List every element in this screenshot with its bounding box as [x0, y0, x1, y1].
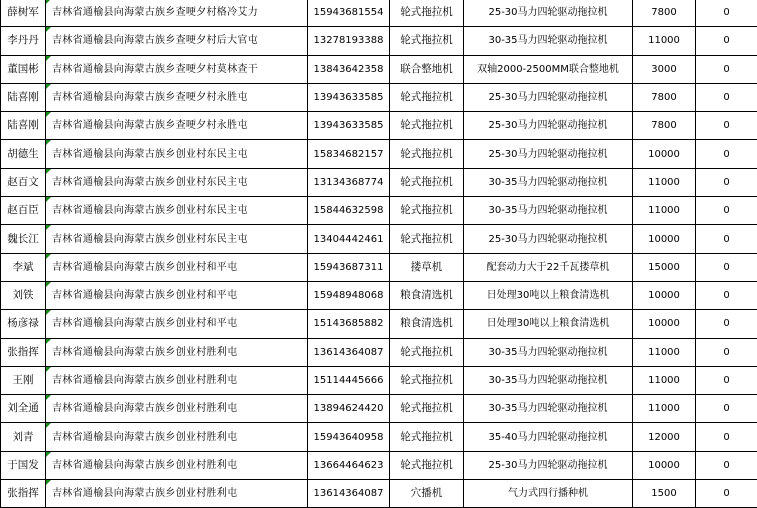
cell-amount: 7800: [633, 83, 696, 111]
cell-machine-type: 轮式拖拉机: [390, 27, 464, 55]
table-row: [1, 112, 757, 140]
cell-amount: 12000: [633, 423, 696, 451]
cell-machine-type: 轮式拖拉机: [390, 423, 464, 451]
cell-extra: 0: [696, 281, 757, 309]
cell-phone: 13614364087: [308, 338, 390, 366]
cell-phone: 15844632598: [308, 197, 390, 225]
table-row: [1, 366, 757, 394]
cell-address: 吉林省通榆县向海蒙古族乡创业村胜利屯: [46, 395, 308, 423]
cell-machine-model: 气力式四行播种机: [464, 480, 633, 508]
cell-name: 陆喜刚: [1, 112, 46, 140]
cell-phone: 13134368774: [308, 168, 390, 196]
cell-address: 吉林省通榆县向海蒙古族乡创业村和平屯: [46, 253, 308, 281]
cell-machine-model: 25-30马力四轮驱动拖拉机: [464, 112, 633, 140]
cell-amount: 11000: [633, 338, 696, 366]
cell-machine-type: 轮式拖拉机: [390, 140, 464, 168]
cell-address: 吉林省通榆县向海蒙古族乡创业村和平屯: [46, 310, 308, 338]
cell-address: 吉林省通榆县向海蒙古族乡查哽夕村永胜屯: [46, 112, 308, 140]
cell-phone: 13843642358: [308, 55, 390, 83]
cell-machine-type: 粮食清选机: [390, 310, 464, 338]
cell-phone: 15948948068: [308, 281, 390, 309]
table-row: [1, 253, 757, 281]
cell-phone: 13943633585: [308, 112, 390, 140]
cell-name: 刘青: [1, 423, 46, 451]
cell-machine-type: 联合整地机: [390, 55, 464, 83]
cell-amount: 10000: [633, 225, 696, 253]
cell-machine-type: 轮式拖拉机: [390, 366, 464, 394]
cell-extra: 0: [696, 253, 757, 281]
cell-extra: 0: [696, 168, 757, 196]
table-row: [1, 168, 757, 196]
cell-extra: 0: [696, 338, 757, 366]
cell-name: 张指挥: [1, 338, 46, 366]
table-body: [1, 0, 757, 508]
cell-phone: 15834682157: [308, 140, 390, 168]
cell-address: 吉林省通榆县向海蒙古族乡查哽夕村后大官屯: [46, 27, 308, 55]
cell-extra: 0: [696, 140, 757, 168]
cell-amount: 10000: [633, 310, 696, 338]
cell-machine-model: 25-30马力四轮驱动拖拉机: [464, 225, 633, 253]
table-row: [1, 281, 757, 309]
table-row: [1, 423, 757, 451]
table-row: [1, 27, 757, 55]
table-row: [1, 480, 757, 508]
cell-machine-model: 30-35马力四轮驱动拖拉机: [464, 27, 633, 55]
cell-extra: 0: [696, 310, 757, 338]
cell-extra: 0: [696, 395, 757, 423]
cell-name: 胡德生: [1, 140, 46, 168]
cell-extra: 0: [696, 197, 757, 225]
cell-machine-model: 30-35马力四轮驱动拖拉机: [464, 168, 633, 196]
cell-phone: 13894624420: [308, 395, 390, 423]
cell-address: 吉林省通榆县向海蒙古族乡创业村东民主屯: [46, 225, 308, 253]
cell-machine-model: 30-35马力四轮驱动拖拉机: [464, 366, 633, 394]
cell-name: 赵百文: [1, 168, 46, 196]
cell-phone: 15943681554: [308, 0, 390, 27]
cell-machine-model: 30-35马力四轮驱动拖拉机: [464, 197, 633, 225]
cell-address: 吉林省通榆县向海蒙古族乡创业村东民主屯: [46, 168, 308, 196]
cell-amount: 7800: [633, 0, 696, 27]
cell-machine-type: 轮式拖拉机: [390, 451, 464, 479]
table-row: [1, 225, 757, 253]
cell-extra: 0: [696, 27, 757, 55]
cell-phone: 15943687311: [308, 253, 390, 281]
cell-machine-model: 日处理30吨以上粮食清选机: [464, 310, 633, 338]
cell-amount: 11000: [633, 168, 696, 196]
cell-phone: 13278193388: [308, 27, 390, 55]
cell-amount: 3000: [633, 55, 696, 83]
cell-address: 吉林省通榆县向海蒙古族乡查哽夕村格冷艾力: [46, 0, 308, 27]
cell-machine-model: 双轴2000-2500MM联合整地机: [464, 55, 633, 83]
cell-address: 吉林省通榆县向海蒙古族乡创业村胜利屯: [46, 366, 308, 394]
cell-amount: 10000: [633, 451, 696, 479]
cell-extra: 0: [696, 112, 757, 140]
table-row: [1, 83, 757, 111]
cell-name: 李丹丹: [1, 27, 46, 55]
table-row: [1, 0, 757, 27]
cell-machine-type: 轮式拖拉机: [390, 338, 464, 366]
cell-amount: 11000: [633, 395, 696, 423]
cell-name: 陆喜刚: [1, 83, 46, 111]
table-row: [1, 310, 757, 338]
cell-amount: 1500: [633, 480, 696, 508]
cell-name: 薛树军: [1, 0, 46, 27]
cell-name: 张指挥: [1, 480, 46, 508]
cell-amount: 11000: [633, 27, 696, 55]
cell-address: 吉林省通榆县向海蒙古族乡创业村胜利屯: [46, 338, 308, 366]
cell-phone: 13664464623: [308, 451, 390, 479]
cell-machine-type: 轮式拖拉机: [390, 395, 464, 423]
cell-name: 王刚: [1, 366, 46, 394]
table-row: [1, 451, 757, 479]
cell-phone: 13614364087: [308, 480, 390, 508]
cell-amount: 10000: [633, 140, 696, 168]
cell-name: 董国彬: [1, 55, 46, 83]
cell-extra: 0: [696, 83, 757, 111]
cell-amount: 15000: [633, 253, 696, 281]
cell-machine-type: 轮式拖拉机: [390, 197, 464, 225]
cell-amount: 11000: [633, 366, 696, 394]
cell-machine-model: 35-40马力四轮驱动拖拉机: [464, 423, 633, 451]
cell-phone: 15143685882: [308, 310, 390, 338]
cell-phone: 15943640958: [308, 423, 390, 451]
cell-machine-model: 配套动力大于22千瓦搂草机: [464, 253, 633, 281]
cell-machine-type: 轮式拖拉机: [390, 0, 464, 27]
cell-name: 于国发: [1, 451, 46, 479]
table-row: [1, 338, 757, 366]
cell-extra: 0: [696, 451, 757, 479]
cell-extra: 0: [696, 480, 757, 508]
cell-name: 刘全通: [1, 395, 46, 423]
cell-address: 吉林省通榆县向海蒙古族乡查哽夕村莫林查干: [46, 55, 308, 83]
cell-machine-type: 轮式拖拉机: [390, 168, 464, 196]
cell-extra: 0: [696, 225, 757, 253]
cell-machine-model: 25-30马力四轮驱动拖拉机: [464, 140, 633, 168]
cell-extra: 0: [696, 366, 757, 394]
cell-address: 吉林省通榆县向海蒙古族乡创业村东民主屯: [46, 197, 308, 225]
cell-machine-type: 轮式拖拉机: [390, 83, 464, 111]
cell-machine-type: 轮式拖拉机: [390, 225, 464, 253]
cell-extra: 0: [696, 423, 757, 451]
cell-amount: 11000: [633, 197, 696, 225]
cell-phone: 13404442461: [308, 225, 390, 253]
cell-address: 吉林省通榆县向海蒙古族乡创业村胜利屯: [46, 423, 308, 451]
table-row: [1, 140, 757, 168]
cell-machine-type: 轮式拖拉机: [390, 112, 464, 140]
cell-machine-type: 搂草机: [390, 253, 464, 281]
cell-address: 吉林省通榆县向海蒙古族乡创业村东民主屯: [46, 140, 308, 168]
cell-extra: 0: [696, 55, 757, 83]
cell-extra: 0: [696, 0, 757, 27]
table-row: [1, 395, 757, 423]
cell-address: 吉林省通榆县向海蒙古族乡创业村和平屯: [46, 281, 308, 309]
cell-name: 李斌: [1, 253, 46, 281]
cell-address: 吉林省通榆县向海蒙古族乡创业村胜利屯: [46, 480, 308, 508]
cell-phone: 13943633585: [308, 83, 390, 111]
cell-machine-model: 25-30马力四轮驱动拖拉机: [464, 0, 633, 27]
cell-amount: 10000: [633, 281, 696, 309]
cell-name: 刘铁: [1, 281, 46, 309]
cell-machine-model: 25-30马力四轮驱动拖拉机: [464, 83, 633, 111]
cell-machine-model: 日处理30吨以上粮食清选机: [464, 281, 633, 309]
table-row: [1, 197, 757, 225]
table-row: [1, 55, 757, 83]
cell-name: 魏长江: [1, 225, 46, 253]
cell-machine-model: 30-35马力四轮驱动拖拉机: [464, 395, 633, 423]
cell-machine-type: 粮食清选机: [390, 281, 464, 309]
cell-machine-model: 25-30马力四轮驱动拖拉机: [464, 451, 633, 479]
cell-phone: 15114445666: [308, 366, 390, 394]
cell-name: 赵百臣: [1, 197, 46, 225]
cell-machine-model: 30-35马力四轮驱动拖拉机: [464, 338, 633, 366]
cell-name: 杨彦禄: [1, 310, 46, 338]
cell-address: 吉林省通榆县向海蒙古族乡查哽夕村永胜屯: [46, 83, 308, 111]
cell-amount: 7800: [633, 112, 696, 140]
cell-address: 吉林省通榆县向海蒙古族乡创业村胜利屯: [46, 451, 308, 479]
cell-machine-type: 穴播机: [390, 480, 464, 508]
